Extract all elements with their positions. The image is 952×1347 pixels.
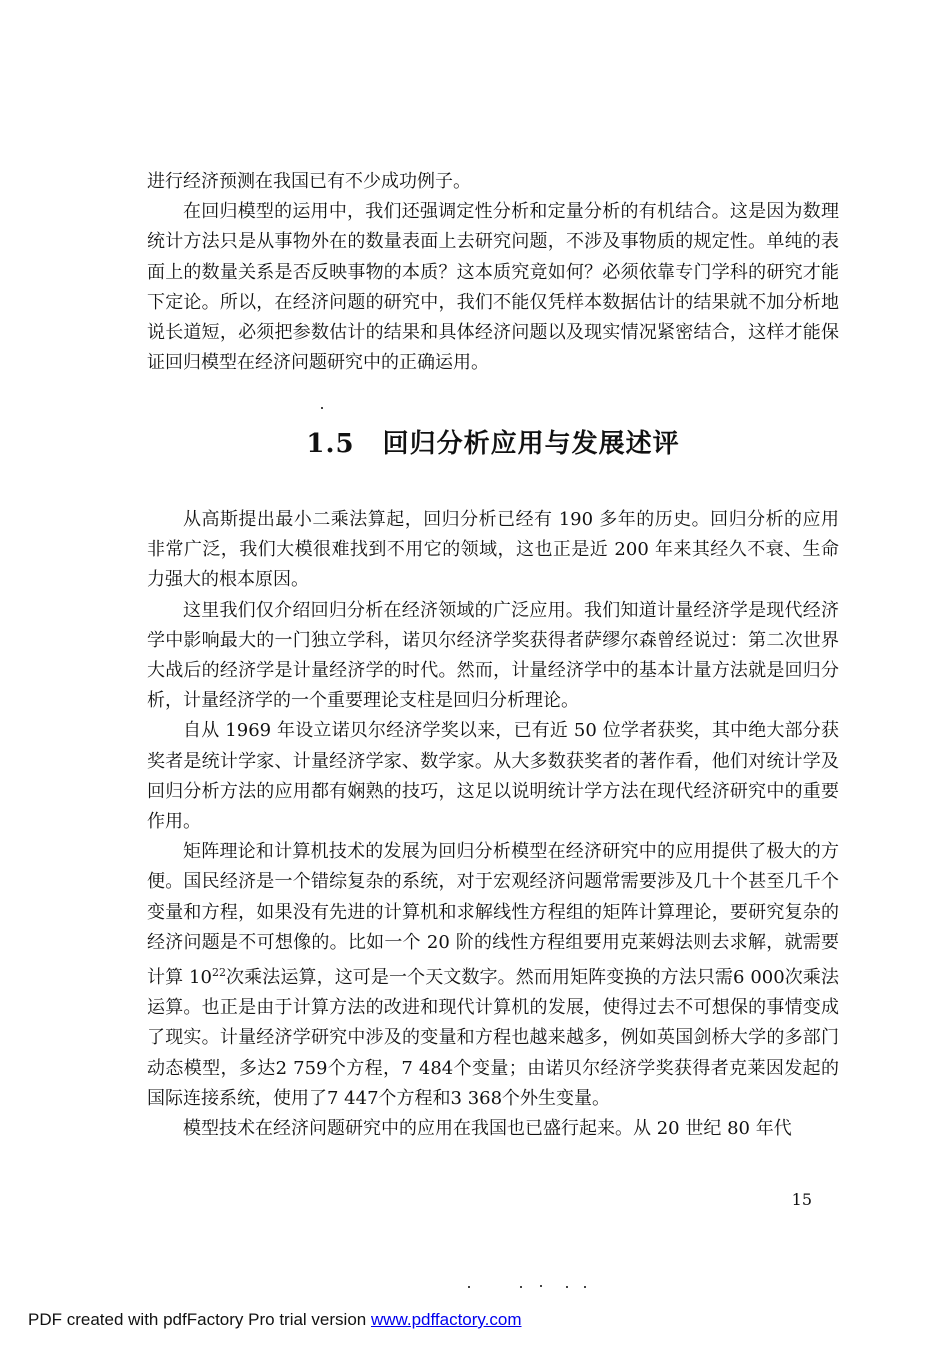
scan-speck [468,1286,470,1288]
scan-speck [566,1286,568,1288]
scan-speck [584,1286,586,1288]
paragraph: 这里我们仅介绍回归分析在经济领域的广泛应用。我们知道计量经济学是现代经济学中影响最大的一门独立学科，诺贝尔经济学奖获得者萨缪尔森曾经说过：第二次世界大战后的经济学是计量经济学的时代。然而，计量经济学中的基本计量方法就是回归分析，计量经济学的一个重要理论支柱是回归分析理论。 [147,599,839,712]
section-body [147,505,839,1144]
footer-link[interactable]: www.pdffactory.com [370,1310,522,1329]
footer-text: PDF created with pdfFactory Pro trial version [28,1310,371,1329]
section-heading [147,423,839,460]
paragraph-text: 矩阵理论和计算机技术的发展为回归分析模型在经济研究中的应用提供了极大的方便。国民经济是一个错综复杂的系统，对于宏观经济问题常需要涉及几十个甚至几千个变量和方程，如果没有先进的计算机和求解线性方程组的矩阵计算理论，要研究复杂的经济问题是不可想像的。比如一个 20 阶的线性方程组要用克莱姆法则去求解，就需要计算 10 [147,841,839,989]
paragraph-matrix [147,837,839,1114]
exponent: 22 [211,966,226,980]
pdf-footer [28,1310,522,1330]
section-title: 回归分析应用与发展述评 [382,429,680,459]
scan-speck [321,407,323,409]
paragraph: 在回归模型的运用中，我们还强调定性分析和定量分析的有机结合。这是因为数理统计方法只是从事物外在的数量表面上去研究问题，不涉及事物质的规定性。单纯的表面上的数量关系是否反映事物的本质？这本质究竟如何？必须依靠专门学科的研究才能下定论。所以，在经济问题的研究中，我们不能仅凭样本数据估计的结果就不加分析地说长道短，必须把参数估计的结果和具体经济问题以及现实情况紧密结合，这样才能保证回归模型在经济问题研究中的正确运用。 [147,201,839,374]
paragraph-text: 次乘法运算，这可是一个天文数字。然而用矩阵变换的方法只需6 000次乘法运算。也正是由于计算方法的改进和现代计算机的发展，使得过去不可想保的事情变成了现实。计量经济学研究中涉及的变量和方程也越来越多，例如英国剑桥大学的多部门动态模型，多达2 759个方程，7 484个变量；由诺贝尔经济学奖获得者克莱因发起的国际连接系统，使用了7 447个方程和3 368个外生变量。 [147,967,839,1109]
intro-text [147,167,839,378]
section-number: 1.5 [306,429,355,459]
paragraph: 模型技术在经济问题研究中的应用在我国也已盛行起来。从 20 世纪 80 年代 [183,1118,792,1140]
scan-speck [540,1285,542,1287]
paragraph: 从高斯提出最小二乘法算起，回归分析已经有 190 多年的历史。回归分析的应用非常广泛，我们大模很难找到不用它的领域，这也正是近 200 年来其经久不衰、生命力强大的根本原因。 [147,509,839,591]
paragraph: 自从 1969 年设立诺贝尔经济学奖以来，已有近 50 位学者获奖，其中绝大部分获奖者是统计学家、计量经济学家、数学家。从大多数获奖者的著作看，他们对统计学及回归分析方法的应用都有娴熟的技巧，这足以说明统计学方法在现代经济研究中的重要作用。 [147,720,839,833]
scan-speck [520,1286,522,1288]
page-number: 15 [791,1190,812,1209]
paragraph: 进行经济预测在我国已有不少成功例子。 [147,171,471,192]
